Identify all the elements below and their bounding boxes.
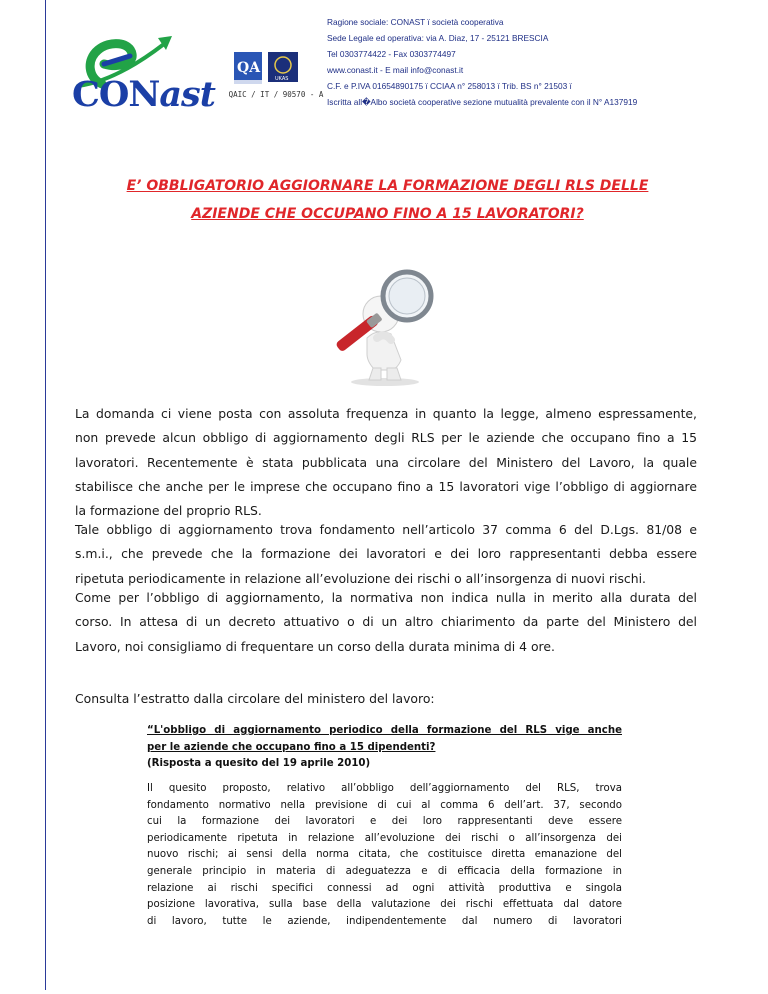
magnifying-glass-figure-icon <box>315 258 455 388</box>
paragraph-2 <box>75 518 697 591</box>
circular-intro <box>75 687 697 711</box>
text-line: Lavoro, noi consigliamo di frequentare un corso della durata minima di 4 ore. <box>75 638 555 654</box>
text-line: Tale obbligo di aggiornamento trova fondamento nell’articolo 37 comma 6 del D.Lgs. 81/08 e <box>75 522 697 537</box>
certification-code: QAIC / IT / 90570 - A <box>228 90 324 99</box>
quote-line: Il quesito proposto, relativo all’obbligo dell’aggiornamento del RLS, trova <box>147 783 622 794</box>
svg-text:QA: QA <box>237 60 261 76</box>
text-line: s.m.i., che prevede che la formazione dei lavoratori e dei loro rappresentanti debba essere <box>75 546 697 562</box>
quote-date: (Risposta a quesito del 19 aprile 2010) <box>147 758 371 770</box>
text-line: Come per l’obbligo di aggiornamento, la normativa non indica nulla in merito alla durata del <box>75 590 697 605</box>
text-line: lavoratori. Recentemente è stata pubblicata una circolare del Ministero del Lavoro, la quale <box>75 454 697 470</box>
text-line: non prevede alcun obbligo di aggiornamento degli RLS per le aziende che occupano fino a 15 <box>75 430 697 446</box>
text-line: la formazione del proprio RLS. <box>75 503 262 519</box>
text-line: Consulta l’estratto dalla circolare del ministero del lavoro: <box>75 691 435 706</box>
quote-line: nuovo rischi; ai sensi della norma citata, che costituisce diretta emanazione del <box>147 849 622 861</box>
conast-logo-text: CONast <box>72 74 215 115</box>
quote-line: posizione lavorativa, sulla base della valutazione dei rischi effettuata dal datore <box>147 899 622 911</box>
title-line: AZIENDE CHE OCCUPANO FINO A 15 LAVORATORI? <box>191 206 584 222</box>
quote-line: periodicamente ripetuta in relazione all’evoluzione dei rischi o all’insorgenza dei <box>147 832 622 844</box>
paragraph-3 <box>75 586 697 659</box>
text-line: La domanda ci viene posta con assoluta frequenza in quanto la legge, almeno espressamente, <box>75 406 697 421</box>
quote-question-line: per le aziende che occupano fino a 15 dipendenti? <box>147 741 436 753</box>
document-title <box>90 172 685 228</box>
paragraph-1 <box>75 402 697 523</box>
quote-question-line: “L'obbligo di aggiornamento periodico della formazione del RLS vige anche <box>147 725 622 736</box>
svg-text:UKAS: UKAS <box>275 76 289 82</box>
company-line[interactable]: www.conast.it - E mail info@conast.it <box>327 65 464 76</box>
company-line: Iscritta all�Albo società cooperative sezione mutualità prevalente con il N° A137919 <box>327 97 638 108</box>
quote-line: relazione ai rischi specifici connessi ad ogni attività produttiva e singola <box>147 882 622 894</box>
quote-line: generale principio in materia di adeguatezza e di efficacia della formazione in <box>147 865 622 877</box>
title-line: E’ OBBLIGATORIO AGGIORNARE LA FORMAZIONE DEGLI RLS DELLE <box>126 178 649 194</box>
text-line: stabilisce che anche per le imprese che occupano fino a 15 lavoratori vige l’obbligo di aggiornare <box>75 478 697 494</box>
quote-line: di lavoro, tutte le aziende, indipendentemente dal numero di lavoratori <box>147 915 622 927</box>
page-margin-line <box>45 0 46 990</box>
quote-line: fondamento normativo nella previsione di cui al comma 6 dell’art. 37, secondo <box>147 799 622 811</box>
company-info <box>327 14 637 111</box>
quote-body <box>147 781 622 930</box>
text-line: corso. In attesa di un decreto attuativo o di un altro chiarimento da parte del Ministero del <box>75 614 697 630</box>
quote-heading <box>147 723 622 773</box>
company-line: Ragione sociale: CONAST ï società cooperativa <box>327 17 504 27</box>
company-line: Sede Legale ed operativa: via A. Diaz, 17 - 25121 BRESCIA <box>327 33 549 44</box>
company-line: Tel 0303774422 - Fax 0303774497 <box>327 49 456 60</box>
text-line: ripetuta periodicamente in relazione all’evoluzione dei rischi o all’insorgenza di nuovi rischi. <box>75 570 646 586</box>
company-line: C.F. e P.IVA 01654890175 ï CCIAA n° 258013 ï Trib. BS n° 21503 ï <box>327 81 572 92</box>
quote-line: cui la formazione dei lavoratori e dei loro rappresentanti deve essere <box>147 816 622 828</box>
